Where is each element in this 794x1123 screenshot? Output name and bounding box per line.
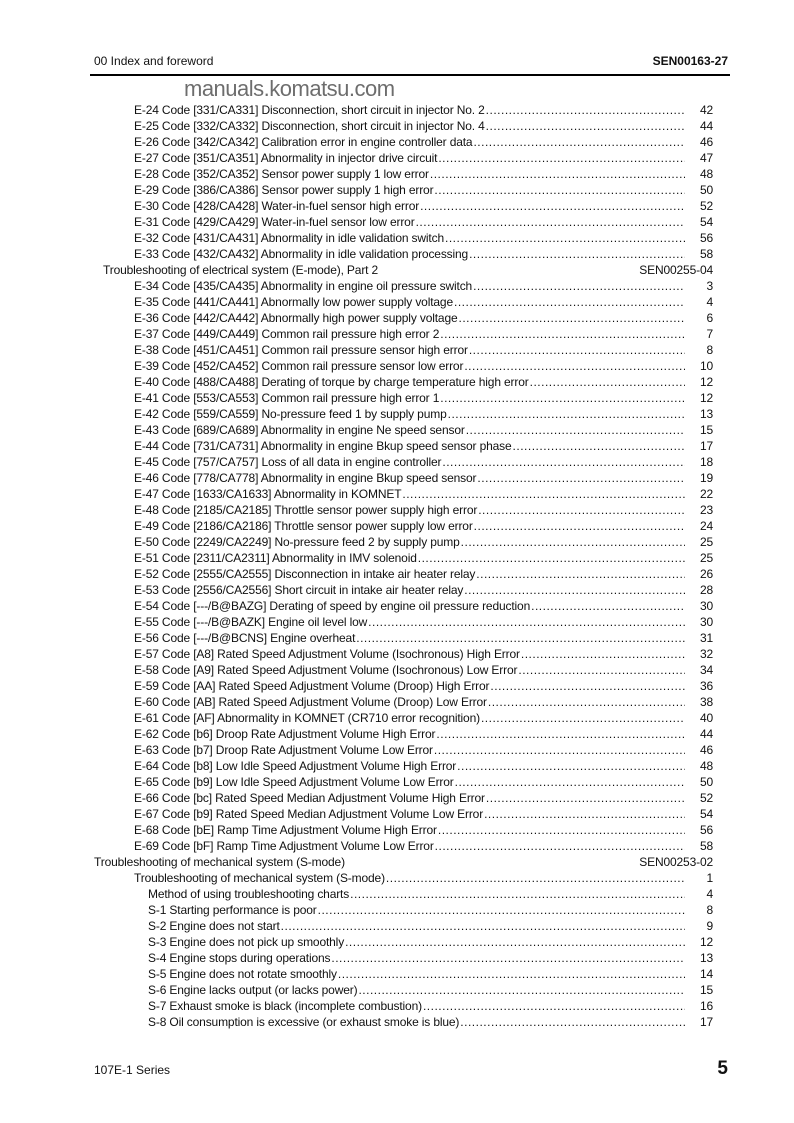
toc-entry[interactable] [94, 470, 713, 486]
watermark: manuals.komatsu.com [184, 76, 395, 101]
entry-title: E-24 Code [331/CA331] Disconnection, short circuit in injector No. 2 [134, 103, 485, 117]
entry-page-number: 25 [699, 535, 713, 549]
entry-title: E-33 Code [432/CA432] Abnormality in idle validation processing [134, 247, 469, 261]
dot-leader [418, 550, 685, 566]
toc-entry[interactable] [94, 102, 713, 118]
entry-title: E-51 Code [2311/CA2311] Abnormality in IMV solenoid [134, 551, 417, 565]
entry-page-number: 8 [706, 903, 713, 917]
dot-leader [442, 454, 685, 470]
entry-title: E-68 Code [bE] Ramp Time Adjustment Volume High Error [134, 823, 437, 837]
toc-entry[interactable] [94, 918, 713, 934]
dot-leader [438, 822, 685, 838]
entry-title: Method of using troubleshooting charts [148, 887, 350, 901]
entry-title: E-41 Code [553/CA553] Common rail pressure high error 1 [134, 391, 440, 405]
entry-title: E-59 Code [AA] Rated Speed Adjustment Volume (Droop) High Error [134, 679, 490, 693]
toc-entry[interactable] [94, 550, 713, 566]
toc-entry[interactable] [94, 374, 713, 390]
toc-entry[interactable] [94, 870, 713, 886]
toc-entry[interactable] [94, 214, 713, 230]
entry-page-number: 44 [699, 727, 713, 741]
entry-title: E-47 Code [1633/CA1633] Abnormality in KOMNET [134, 487, 402, 501]
toc-entry[interactable] [94, 406, 713, 422]
toc-entry[interactable] [94, 662, 713, 678]
dot-leader [436, 726, 685, 742]
entry-page-number: 50 [699, 183, 713, 197]
entry-title: E-46 Code [778/CA778] Abnormality in engine Bkup speed sensor [134, 471, 477, 485]
dot-leader [486, 118, 685, 134]
toc-entry[interactable] [94, 886, 713, 902]
dot-leader [440, 390, 685, 406]
toc-entry[interactable] [94, 806, 713, 822]
dot-leader [368, 614, 685, 630]
entry-page-number: 6 [706, 311, 713, 325]
section-doc-code: SEN00253-02 [639, 855, 713, 869]
toc-entry[interactable] [94, 246, 713, 262]
entry-page-number: 56 [699, 231, 713, 245]
entry-title: E-69 Code [bF] Ramp Time Adjustment Volume Low Error [134, 839, 434, 853]
toc-entry[interactable] [94, 758, 713, 774]
entry-title: S-2 Engine does not start [148, 919, 280, 933]
entry-title: E-48 Code [2185/CA2185] Throttle sensor power supply high error [134, 503, 478, 517]
entry-title: E-52 Code [2555/CA2555] Disconnection in intake air heater relay [134, 567, 476, 581]
entry-page-number: 13 [699, 407, 713, 421]
entry-page-number: 40 [699, 711, 713, 725]
entry-title: E-45 Code [757/CA757] Loss of all data in engine controller [134, 455, 442, 469]
dot-leader [345, 934, 685, 950]
entry-title: E-62 Code [b6] Droop Rate Adjustment Volume High Error [134, 727, 436, 741]
dot-leader [440, 326, 685, 342]
entry-title: E-60 Code [AB] Rated Speed Adjustment Volume (Droop) Low Error [134, 695, 487, 709]
toc-entry[interactable] [94, 694, 713, 710]
entry-title: E-35 Code [441/CA441] Abnormally low power supply voltage [134, 295, 453, 309]
toc-entry[interactable] [94, 1014, 713, 1030]
entry-title: E-50 Code [2249/CA2249] No-pressure feed 2 by supply pump [134, 535, 460, 549]
entry-page-number: 22 [699, 487, 713, 501]
table-of-contents [94, 102, 713, 1030]
entry-title: E-42 Code [559/CA559] No-pressure feed 1 by supply pump [134, 407, 447, 421]
entry-page-number: 48 [699, 759, 713, 773]
entry-title: E-43 Code [689/CA689] Abnormality in engine Ne speed sensor [134, 423, 465, 437]
dot-leader [318, 902, 685, 918]
dot-leader [486, 790, 685, 806]
dot-leader [416, 214, 685, 230]
entry-title: S-4 Engine stops during operations [148, 951, 331, 965]
entry-page-number: 44 [699, 119, 713, 133]
entry-page-number: 25 [699, 551, 713, 565]
toc-entry[interactable] [94, 678, 713, 694]
section-title: Troubleshooting of electrical system (E-mode), Part 2 [103, 263, 379, 277]
entry-title: E-65 Code [b9] Low Idle Speed Adjustment Volume Low Error [134, 775, 454, 789]
dot-leader [484, 806, 685, 822]
toc-entry[interactable] [94, 982, 713, 998]
toc-entry[interactable] [94, 310, 713, 326]
entry-title: E-32 Code [431/CA431] Abnormality in idle validation switch [134, 231, 444, 245]
entry-title: E-54 Code [---/B@BAZG] Derating of speed by engine oil pressure reduction [134, 599, 531, 613]
toc-entry[interactable] [94, 358, 713, 374]
dot-leader [518, 662, 685, 678]
entry-page-number: 30 [699, 615, 713, 629]
dot-leader [461, 534, 685, 550]
entry-page-number: 10 [699, 359, 713, 373]
toc-entry[interactable] [94, 998, 713, 1014]
dot-leader [356, 630, 685, 646]
section-title: Troubleshooting of mechanical system (S-mode) [94, 855, 345, 869]
dot-leader [350, 886, 685, 902]
entry-page-number: 4 [706, 295, 713, 309]
dot-leader [476, 566, 685, 582]
entry-page-number: 4 [706, 887, 713, 901]
entry-title: S-8 Oil consumption is excessive (or exhaust smoke is blue) [148, 1015, 460, 1029]
toc-entry[interactable] [94, 598, 713, 614]
dot-leader [464, 582, 685, 598]
entry-page-number: 12 [699, 375, 713, 389]
entry-page-number: 31 [699, 631, 713, 645]
toc-entry[interactable] [94, 230, 713, 246]
toc-entry[interactable] [94, 838, 713, 854]
footer-series: 107E-1 Series [94, 1063, 171, 1077]
entry-page-number: 16 [699, 999, 713, 1013]
entry-page-number: 54 [699, 807, 713, 821]
entry-page-number: 8 [706, 343, 713, 357]
toc-entry[interactable] [94, 950, 713, 966]
entry-page-number: 52 [699, 199, 713, 213]
entry-title: S-7 Exhaust smoke is black (incomplete combustion) [148, 999, 422, 1013]
entry-page-number: 9 [706, 919, 713, 933]
entry-title: E-36 Code [442/CA442] Abnormally high power supply voltage [134, 311, 458, 325]
entry-page-number: 34 [699, 663, 713, 677]
toc-entry[interactable] [94, 422, 713, 438]
dot-leader [466, 422, 685, 438]
toc-entry[interactable] [94, 710, 713, 726]
entry-page-number: 15 [699, 983, 713, 997]
dot-leader [430, 166, 685, 182]
entry-title: Troubleshooting of mechanical system (S-mode) [134, 871, 385, 885]
footer-page-number: 5 [717, 1058, 728, 1079]
dot-leader [459, 310, 685, 326]
dot-leader [478, 502, 685, 518]
entry-title: E-28 Code [352/CA352] Sensor power supply 1 low error [134, 167, 429, 181]
entry-title: E-38 Code [451/CA451] Common rail pressure sensor high error [134, 343, 468, 357]
dot-leader [521, 646, 685, 662]
entry-title: S-5 Engine does not rotate smoothly [148, 967, 337, 981]
toc-entry[interactable] [94, 390, 713, 406]
entry-title: E-25 Code [332/CA332] Disconnection, short circuit in injector No. 4 [134, 119, 485, 133]
dot-leader [454, 294, 685, 310]
entry-page-number: 12 [699, 935, 713, 949]
entry-page-number: 13 [699, 951, 713, 965]
entry-title: E-61 Code [AF] Abnormality in KOMNET (CR710 error recognition) [134, 711, 480, 725]
entry-title: E-40 Code [488/CA488] Derating of torque by charge temperature high error [134, 375, 529, 389]
section-doc-code: SEN00255-04 [639, 263, 713, 277]
toc-entry[interactable] [94, 726, 713, 742]
toc-section-heading[interactable] [94, 262, 713, 278]
entry-page-number: 24 [699, 519, 713, 533]
dot-leader [460, 1014, 685, 1030]
entry-page-number: 48 [699, 167, 713, 181]
dot-leader [434, 182, 685, 198]
dot-leader [486, 102, 685, 118]
entry-page-number: 17 [699, 1015, 713, 1029]
toc-entry[interactable] [94, 518, 713, 534]
entry-page-number: 42 [699, 103, 713, 117]
dot-leader [402, 486, 685, 502]
dot-leader [490, 678, 685, 694]
toc-entry[interactable] [94, 342, 713, 358]
toc-entry[interactable] [94, 566, 713, 582]
entry-page-number: 58 [699, 247, 713, 261]
entry-title: E-34 Code [435/CA435] Abnormality in engine oil pressure switch [134, 279, 473, 293]
header-doc-code: SEN00163-27 [652, 54, 728, 68]
dot-leader [438, 150, 685, 166]
toc-entry[interactable] [94, 774, 713, 790]
dot-leader [434, 742, 685, 758]
entry-page-number: 7 [706, 327, 713, 341]
entry-title: E-49 Code [2186/CA2186] Throttle sensor power supply low error [134, 519, 473, 533]
entry-title: E-39 Code [452/CA452] Common rail pressure sensor low error [134, 359, 464, 373]
dot-leader [473, 134, 685, 150]
entry-title: E-64 Code [b8] Low Idle Speed Adjustment Volume High Error [134, 759, 457, 773]
entry-title: E-26 Code [342/CA342] Calibration error in engine controller data [134, 135, 473, 149]
dot-leader [386, 870, 685, 886]
entry-page-number: 26 [699, 567, 713, 581]
entry-page-number: 50 [699, 775, 713, 789]
entry-title: E-67 Code [b9] Rated Speed Median Adjustment Volume Low Error [134, 807, 484, 821]
entry-title: E-63 Code [b7] Droop Rate Adjustment Volume Low Error [134, 743, 433, 757]
toc-entry[interactable] [94, 742, 713, 758]
header-section-title: 00 Index and foreword [94, 54, 214, 68]
toc-entry[interactable] [94, 966, 713, 982]
toc-entry[interactable] [94, 630, 713, 646]
dot-leader [455, 774, 685, 790]
entry-page-number: 19 [699, 471, 713, 485]
entry-title: E-29 Code [386/CA386] Sensor power supply 1 high error [134, 183, 434, 197]
entry-page-number: 54 [699, 215, 713, 229]
entry-page-number: 17 [699, 439, 713, 453]
entry-title: E-56 Code [---/B@BCNS] Engine overheat [134, 631, 356, 645]
toc-entry[interactable] [94, 326, 713, 342]
dot-leader [513, 438, 685, 454]
entry-title: E-58 Code [A9] Rated Speed Adjustment Volume (Isochronous) Low Error [134, 663, 518, 677]
entry-title: S-6 Engine lacks output (or lacks power) [148, 983, 358, 997]
dot-leader [358, 982, 685, 998]
toc-entry[interactable] [94, 294, 713, 310]
entry-page-number: 46 [699, 135, 713, 149]
toc-entry[interactable] [94, 198, 713, 214]
toc-entry[interactable] [94, 166, 713, 182]
toc-entry[interactable] [94, 118, 713, 134]
toc-entry[interactable] [94, 582, 713, 598]
entry-page-number: 1 [706, 871, 713, 885]
toc-entry[interactable] [94, 454, 713, 470]
dot-leader [457, 758, 685, 774]
dot-leader [531, 598, 685, 614]
entry-title: S-3 Engine does not pick up smoothly [148, 935, 345, 949]
dot-leader [420, 198, 685, 214]
toc-entry[interactable] [94, 134, 713, 150]
dot-leader [530, 374, 685, 390]
dot-leader [464, 358, 685, 374]
entry-page-number: 30 [699, 599, 713, 613]
toc-section-heading[interactable] [94, 854, 713, 870]
entry-page-number: 28 [699, 583, 713, 597]
dot-leader [469, 342, 685, 358]
entry-page-number: 14 [699, 967, 713, 981]
toc-entry[interactable] [94, 790, 713, 806]
dot-leader [481, 710, 685, 726]
entry-title: E-57 Code [A8] Rated Speed Adjustment Volume (Isochronous) High Error [134, 647, 520, 661]
dot-leader [474, 518, 685, 534]
toc-entry[interactable] [94, 438, 713, 454]
entry-title: E-30 Code [428/CA428] Water-in-fuel sensor high error [134, 199, 420, 213]
entry-page-number: 46 [699, 743, 713, 757]
entry-page-number: 18 [699, 455, 713, 469]
dot-leader [445, 230, 685, 246]
toc-entry[interactable] [94, 822, 713, 838]
entry-page-number: 12 [699, 391, 713, 405]
dot-leader [473, 278, 685, 294]
entry-page-number: 56 [699, 823, 713, 837]
toc-entry[interactable] [94, 278, 713, 294]
entry-page-number: 38 [699, 695, 713, 709]
entry-title: E-31 Code [429/CA429] Water-in-fuel sensor low error [134, 215, 415, 229]
dot-leader [423, 998, 685, 1014]
entry-title: E-55 Code [---/B@BAZK] Engine oil level low [134, 615, 368, 629]
entry-page-number: 32 [699, 647, 713, 661]
dot-leader [448, 406, 685, 422]
dot-leader [281, 918, 685, 934]
toc-entry[interactable] [94, 534, 713, 550]
entry-title: E-37 Code [449/CA449] Common rail pressure high error 2 [134, 327, 440, 341]
toc-entry[interactable] [94, 502, 713, 518]
entry-title: S-1 Starting performance is poor [148, 903, 317, 917]
entry-page-number: 15 [699, 423, 713, 437]
dot-leader [488, 694, 685, 710]
entry-page-number: 52 [699, 791, 713, 805]
toc-entry[interactable] [94, 150, 713, 166]
toc-entry[interactable] [94, 614, 713, 630]
toc-entry[interactable] [94, 646, 713, 662]
toc-entry[interactable] [94, 934, 713, 950]
dot-leader [331, 950, 685, 966]
dot-leader [435, 838, 685, 854]
dot-leader [469, 246, 685, 262]
dot-leader [477, 470, 685, 486]
toc-entry[interactable] [94, 902, 713, 918]
entry-title: E-27 Code [351/CA351] Abnormality in injector drive circuit [134, 151, 438, 165]
entry-page-number: 36 [699, 679, 713, 693]
entry-page-number: 23 [699, 503, 713, 517]
entry-page-number: 58 [699, 839, 713, 853]
entry-page-number: 47 [699, 151, 713, 165]
toc-entry[interactable] [94, 486, 713, 502]
toc-entry[interactable] [94, 182, 713, 198]
entry-title: E-53 Code [2556/CA2556] Short circuit in intake air heater relay [134, 583, 464, 597]
entry-title: E-44 Code [731/CA731] Abnormality in engine Bkup speed sensor phase [134, 439, 512, 453]
dot-leader [338, 966, 685, 982]
entry-title: E-66 Code [bc] Rated Speed Median Adjustment Volume High Error [134, 791, 485, 805]
entry-page-number: 3 [706, 279, 713, 293]
